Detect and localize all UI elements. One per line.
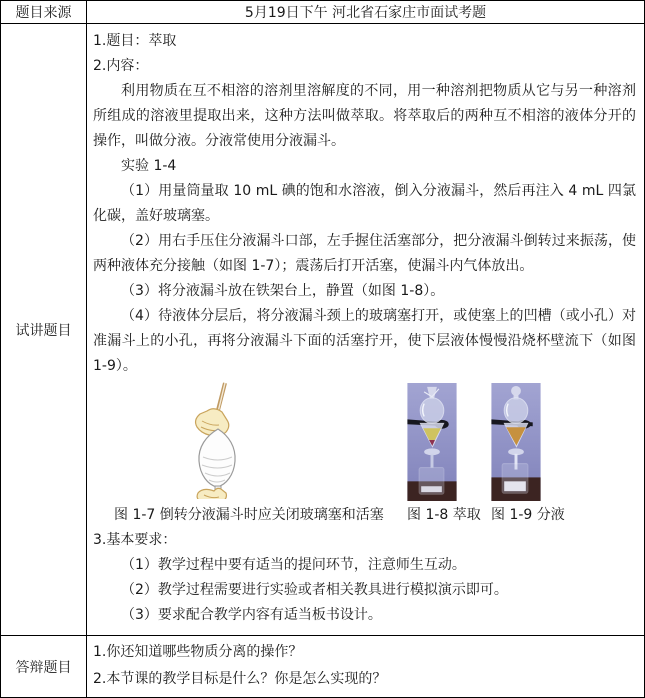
- lecture-content-cell: [87, 24, 644, 635]
- figures-area: [93, 381, 636, 503]
- defense-label-cell: [1, 636, 87, 697]
- source-value: 5月19日下午 河北省石家庄市面试考题: [244, 5, 487, 21]
- lecture-label-cell: [1, 24, 87, 635]
- source-value-cell: [87, 1, 644, 23]
- experiment-step: （3）将分液漏斗放在铁架台上，静置（如图 1-8）。: [121, 283, 445, 299]
- lecture-row: [1, 24, 644, 636]
- experiment-title: 实验 1-4: [121, 158, 177, 174]
- defense-question: 1.你还知道哪些物质分离的操作？: [93, 644, 303, 660]
- figure-1-9-photo: [491, 383, 541, 501]
- source-label-cell: [1, 1, 87, 23]
- lecture-content-paragraph: 利用物质在互不相溶的溶剂里溶解度的不同，用一种溶剂把物质从它与另一种溶剂所组成的溶液里提取出来，这种方法叫做萃取。将萃取后的两种互不相溶的液体分开的操作，叫做分液。分液常使用分液漏斗。: [93, 83, 636, 149]
- requirement-item: （3）要求配合教学内容有适当板书设计。: [121, 607, 382, 623]
- defense-content-cell: [87, 636, 644, 697]
- figure-1-7-illustration: [184, 381, 256, 499]
- experiment-step: （2）用右手压住分液漏斗口部，左手握住活塞部分，把分液漏斗倒转过来振荡，使两种液体充分接触（如图 1-7）；震荡后打开活塞，使漏斗内气体放出。: [93, 233, 636, 274]
- lecture-title: 1.题目：萃取: [93, 33, 177, 49]
- figure-1-8-caption: 图 1-8 萃取: [407, 507, 481, 523]
- source-label: 题目来源: [15, 5, 72, 21]
- experiment-step: （4）待液体分层后，将分液漏斗颈上的玻璃塞打开，或使塞上的凹槽（或小孔）对准漏斗上的小孔，再将分液漏斗下面的活塞拧开，使下层液体慢慢沿烧杯壁流下（如图 1-9）。: [93, 308, 636, 374]
- lecture-content-heading: 2.内容：: [93, 58, 149, 74]
- lecture-label: 试讲题目: [15, 322, 72, 339]
- figure-1-7-caption: 图 1-7 倒转分液漏斗时应关闭玻璃塞和活塞: [114, 507, 384, 523]
- requirement-item: （1）教学过程中要有适当的提问环节，注意师生互动。: [121, 557, 466, 573]
- requirements-heading: 3.基本要求：: [93, 532, 177, 548]
- requirement-item: （2）教学过程需要进行实验或者相关教具进行模拟演示即可。: [121, 582, 508, 598]
- figure-1-9-caption: 图 1-9 分液: [491, 507, 565, 523]
- defense-question: 2.本节课的教学目标是什么？你是怎么实现的？: [93, 671, 387, 687]
- defense-row: [1, 636, 644, 697]
- source-row: [1, 1, 644, 24]
- figure-captions: [93, 503, 636, 528]
- defense-label: 答辩题目: [15, 659, 72, 676]
- experiment-step: （1）用量筒量取 10 mL 碘的饱和水溶液，倒入分液漏斗，然后再注入 4 mL 四氯化碳，盖好玻璃塞。: [93, 183, 636, 224]
- figure-1-8-photo: [407, 383, 457, 501]
